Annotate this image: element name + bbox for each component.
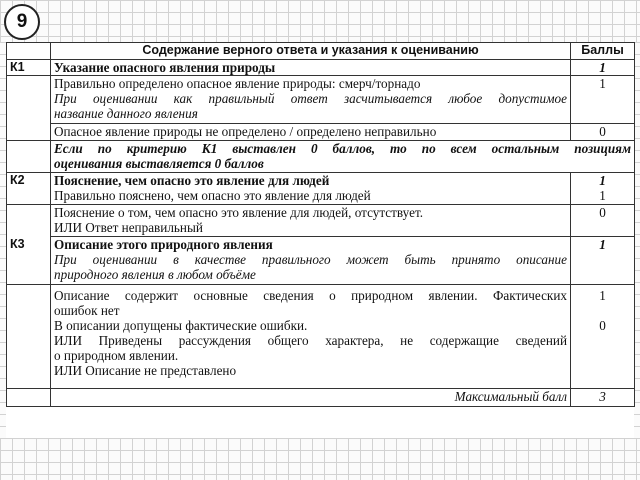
k3-title-cell — [51, 237, 571, 285]
k3-left-cell — [7, 285, 51, 389]
k1-title: Указание опасного явления природы — [51, 60, 571, 76]
k3-correct-text-1: Описание содержит основные сведения о природном явлении. Фактических — [54, 288, 567, 303]
k2-title: Пояснение, чем опасно это явление для людей — [54, 173, 330, 188]
k2-title-row — [7, 173, 635, 205]
k2-code-cell — [7, 173, 51, 205]
k2-correct-points: 1 — [599, 188, 606, 203]
header-row — [7, 43, 635, 60]
k2-title-points: 1 — [599, 173, 606, 188]
max-score-label: Максимальный балл — [51, 389, 571, 407]
k1-title-row — [7, 60, 635, 76]
k3-code: К3 — [10, 236, 25, 251]
grid-paper-bottom — [0, 438, 640, 480]
k1-correct-note-1: При оценивании как правильный ответ засчитывается любое допустимое — [54, 91, 567, 106]
rule-left-cell — [7, 141, 51, 173]
k1-rule-1: Если по критерию К1 выставлен 0 баллов, то по всем остальным позициям — [54, 141, 631, 156]
k3-wrong-text-4: ИЛИ Описание не представлено — [54, 363, 237, 378]
grid-paper-top — [0, 0, 640, 42]
max-score-row — [7, 389, 635, 407]
header-points: Баллы — [571, 43, 635, 60]
k1-left-cell — [7, 76, 51, 124]
k2-title-cell — [51, 173, 571, 205]
k3-note-1: При оценивании в качестве правильного может быть принято описание — [54, 252, 567, 267]
k2-left-cell — [7, 205, 51, 237]
k1-correct-points: 1 — [571, 76, 635, 124]
rubric-sheet — [6, 42, 634, 438]
k1-correct-cell — [51, 76, 571, 124]
k3-note-2: природного явления в любом объёме — [54, 267, 256, 282]
k1-left-cell-2 — [7, 124, 51, 141]
k1-rule-cell — [51, 141, 635, 173]
k1-correct-note-2: название данного явления — [54, 106, 198, 121]
k3-answers-cell — [51, 285, 571, 389]
footer-left-cell — [7, 389, 51, 407]
k1-wrong-points: 0 — [571, 124, 635, 141]
header-content: Содержание верного ответа и указания к оцениванию — [51, 43, 571, 60]
task-number-badge — [4, 4, 40, 40]
k1-rule-2: оценивания выставляется 0 баллов — [54, 156, 264, 171]
k3-wrong-points: 0 — [599, 318, 606, 333]
k3-wrong-text-3: о природном явлении. — [54, 348, 179, 363]
k1-correct-text: Правильно определено опасное явление природы: смерч/торнадо — [54, 76, 421, 91]
k1-title-points: 1 — [571, 60, 635, 76]
max-score-value: 3 — [571, 389, 635, 407]
k3-points-cell — [571, 285, 635, 389]
task-number: 9 — [16, 11, 28, 32]
k1-wrong-text: Опасное явление природы не определено / определено неправильно — [51, 124, 571, 141]
k1-rule-row — [7, 141, 635, 173]
k2-wrong-cell — [51, 205, 571, 237]
k3-correct-points: 1 — [599, 288, 606, 303]
k3-title-points: 1 — [571, 237, 635, 285]
k2-wrong-points: 0 — [571, 205, 635, 237]
k3-correct-text-2: ошибок нет — [54, 303, 120, 318]
k2-wrong-text-2: ИЛИ Ответ неправильный — [54, 220, 203, 235]
k3-code-cell — [7, 237, 51, 285]
k3-answers-row — [7, 285, 635, 389]
k3-wrong-text-1: В описании допущены фактические ошибки. — [54, 318, 308, 333]
k3-title: Описание этого природного явления — [54, 237, 273, 252]
k2-correct-text: Правильно пояснено, чем опасно это явление для людей — [54, 188, 371, 203]
k2-code: К2 — [10, 173, 25, 187]
k2-points-cell — [571, 173, 635, 205]
k1-code: К1 — [7, 60, 51, 76]
k2-wrong-row — [7, 205, 635, 237]
header-empty-cell — [7, 43, 51, 60]
k1-correct-row — [7, 76, 635, 124]
k3-title-row — [7, 237, 635, 285]
k1-wrong-row — [7, 124, 635, 141]
k3-wrong-text-2: ИЛИ Приведены рассуждения общего характера, не содержащие сведений — [54, 333, 567, 348]
k2-wrong-text-1: Пояснение о том, чем опасно это явление для людей, отсутствует. — [54, 205, 424, 220]
rubric-table — [6, 42, 635, 407]
